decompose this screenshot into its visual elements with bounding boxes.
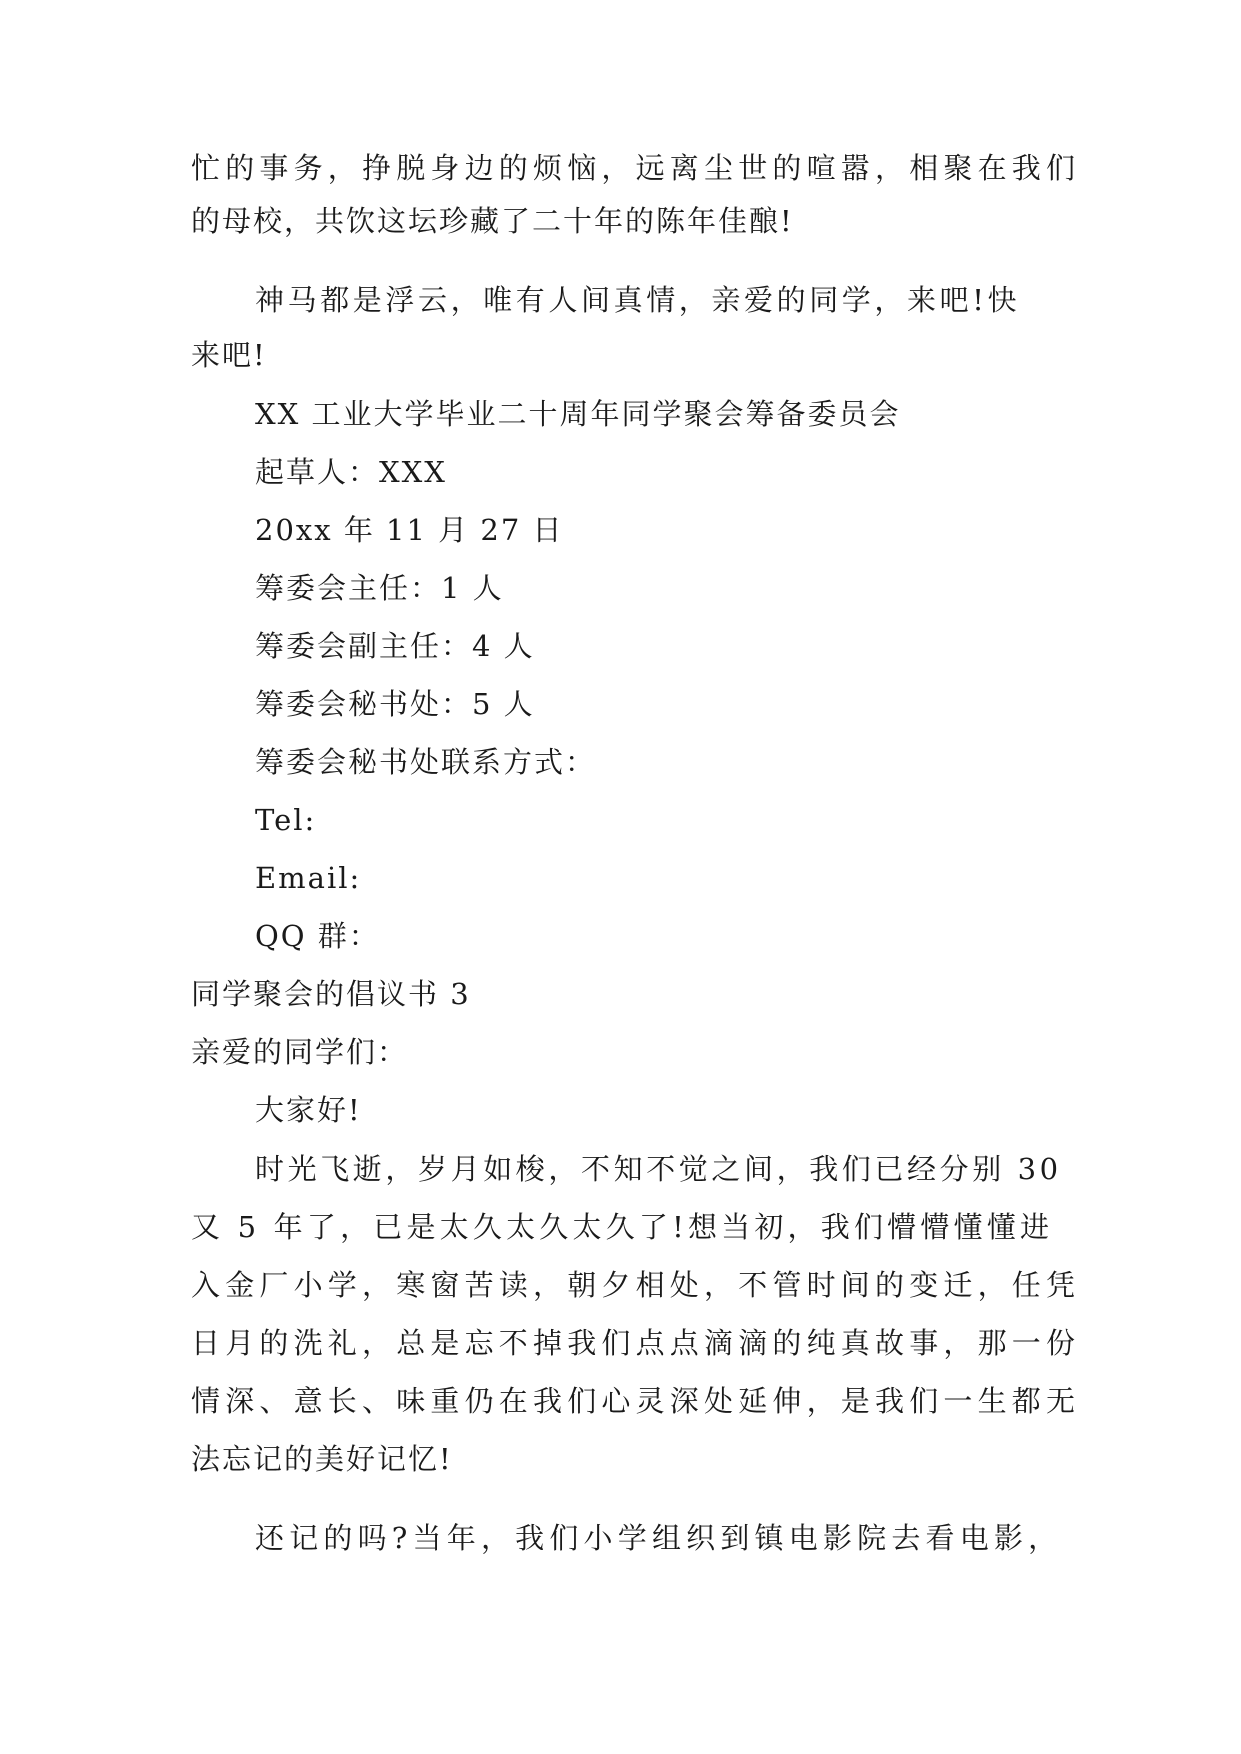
text-line: 筹委会秘书处联系方式：: [255, 745, 597, 779]
text-line: 入金厂小学，寒窗苦读，朝夕相处，不管时间的变迁，任凭: [191, 1268, 1081, 1302]
text-line: 忙的事务，挣脱身边的烦恼，远离尘世的喧嚣，相聚在我们: [191, 151, 1081, 185]
text-line: 法忘记的美好记忆!: [191, 1442, 453, 1476]
text-line: 又 5 年了，已是太久太久太久了!想当初，我们懵懵懂懂进: [191, 1210, 1054, 1244]
salutation: 亲爱的同学们：: [191, 1035, 409, 1069]
organizer-line: XX 工业大学毕业二十周年同学聚会筹备委员会: [255, 397, 901, 431]
text-line: 筹委会副主任：4 人: [255, 629, 535, 663]
text-line: Tel:: [255, 803, 317, 837]
text-line: 还记的吗?当年，我们小学组织到镇电影院去看电影，: [255, 1521, 1063, 1555]
text-line: 筹委会秘书处：5 人: [255, 687, 535, 721]
greeting: 大家好!: [255, 1093, 362, 1127]
text-line: Email:: [255, 861, 362, 895]
text-line: QQ 群：: [255, 919, 380, 953]
text-line: 日月的洗礼，总是忘不掉我们点点滴滴的纯真故事，那一份: [191, 1326, 1081, 1360]
text-line: 情深、意长、味重仍在我们心灵深处延伸，是我们一生都无: [191, 1384, 1081, 1418]
text-line: 神马都是浮云，唯有人间真情，亲爱的同学，来吧!快: [255, 283, 1021, 317]
drafter-line: 起草人：XXX: [255, 455, 447, 489]
text-line: 时光飞逝，岁月如梭，不知不觉之间，我们已经分别 30: [255, 1152, 1062, 1186]
text-line: 的母校，共饮这坛珍藏了二十年的陈年佳酿!: [191, 204, 794, 238]
text-line: 来吧!: [191, 338, 267, 372]
text-line: 筹委会主任：1 人: [255, 571, 504, 605]
section-heading: 同学聚会的倡议书 3: [191, 977, 471, 1011]
date-line: 20xx 年 11 月 27 日: [255, 513, 564, 547]
